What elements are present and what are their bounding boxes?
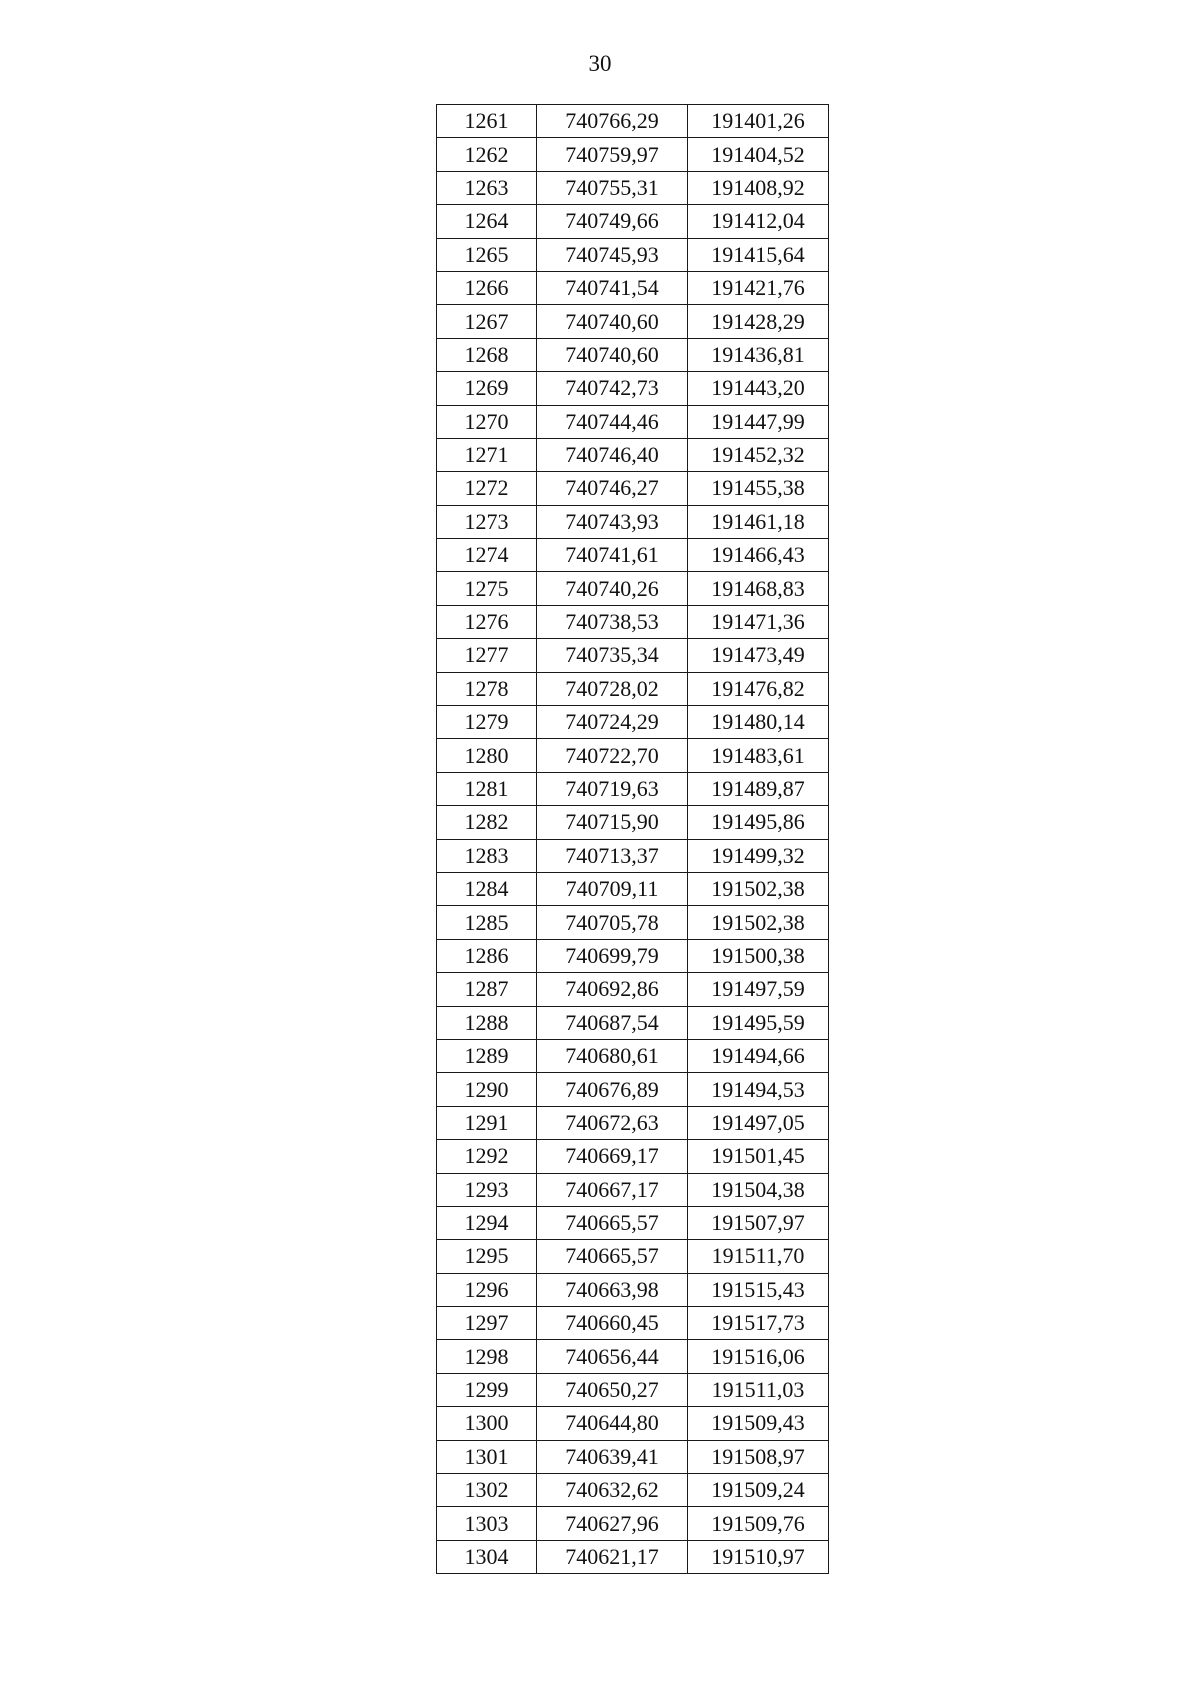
coordinates-table-body	[437, 105, 829, 1574]
table-row	[437, 839, 829, 872]
x-coordinate-cell: 740672,63	[537, 1106, 688, 1139]
y-coordinate-cell: 191473,49	[688, 639, 829, 672]
y-coordinate-cell: 191494,66	[688, 1039, 829, 1072]
x-coordinate-cell: 740713,37	[537, 839, 688, 872]
point-number-cell: 1275	[437, 572, 537, 605]
point-number-cell: 1288	[437, 1006, 537, 1039]
point-number-cell: 1271	[437, 438, 537, 471]
y-coordinate-cell: 191483,61	[688, 739, 829, 772]
y-coordinate-cell: 191517,73	[688, 1307, 829, 1340]
y-coordinate-cell: 191516,06	[688, 1340, 829, 1373]
x-coordinate-cell: 740755,31	[537, 171, 688, 204]
table-row	[437, 639, 829, 672]
table-row	[437, 872, 829, 905]
y-coordinate-cell: 191509,43	[688, 1407, 829, 1440]
y-coordinate-cell: 191436,81	[688, 338, 829, 371]
table-row	[437, 1440, 829, 1473]
y-coordinate-cell: 191489,87	[688, 772, 829, 805]
table-row	[437, 271, 829, 304]
x-coordinate-cell: 740665,57	[537, 1206, 688, 1239]
table-row	[437, 1407, 829, 1440]
y-coordinate-cell: 191421,76	[688, 271, 829, 304]
table-row	[437, 405, 829, 438]
table-row	[437, 1039, 829, 1072]
table-row	[437, 1273, 829, 1306]
table-row	[437, 171, 829, 204]
table-row	[437, 1206, 829, 1239]
point-number-cell: 1304	[437, 1540, 537, 1573]
point-number-cell: 1303	[437, 1507, 537, 1540]
x-coordinate-cell: 740650,27	[537, 1373, 688, 1406]
x-coordinate-cell: 740740,60	[537, 305, 688, 338]
page-number: 30	[588, 51, 612, 76]
y-coordinate-cell: 191511,70	[688, 1240, 829, 1273]
point-number-cell: 1276	[437, 605, 537, 638]
table-row	[437, 238, 829, 271]
x-coordinate-cell: 740644,80	[537, 1407, 688, 1440]
table-row	[437, 539, 829, 572]
point-number-cell: 1264	[437, 205, 537, 238]
x-coordinate-cell: 740746,40	[537, 438, 688, 471]
x-coordinate-cell: 740699,79	[537, 939, 688, 972]
table-row	[437, 739, 829, 772]
x-coordinate-cell: 740722,70	[537, 739, 688, 772]
point-number-cell: 1291	[437, 1106, 537, 1139]
point-number-cell: 1273	[437, 505, 537, 538]
x-coordinate-cell: 740656,44	[537, 1340, 688, 1373]
x-coordinate-cell: 740709,11	[537, 872, 688, 905]
point-number-cell: 1274	[437, 539, 537, 572]
x-coordinate-cell: 740728,02	[537, 672, 688, 705]
point-number-cell: 1282	[437, 806, 537, 839]
table-row	[437, 105, 829, 138]
y-coordinate-cell: 191509,76	[688, 1507, 829, 1540]
table-row	[437, 772, 829, 805]
y-coordinate-cell: 191510,97	[688, 1540, 829, 1573]
point-number-cell: 1267	[437, 305, 537, 338]
point-number-cell: 1294	[437, 1206, 537, 1239]
y-coordinate-cell: 191452,32	[688, 438, 829, 471]
x-coordinate-cell: 740639,41	[537, 1440, 688, 1473]
y-coordinate-cell: 191497,05	[688, 1106, 829, 1139]
x-coordinate-cell: 740627,96	[537, 1507, 688, 1540]
y-coordinate-cell: 191515,43	[688, 1273, 829, 1306]
y-coordinate-cell: 191509,24	[688, 1474, 829, 1507]
table-row	[437, 1507, 829, 1540]
x-coordinate-cell: 740719,63	[537, 772, 688, 805]
table-row	[437, 806, 829, 839]
x-coordinate-cell: 740735,34	[537, 639, 688, 672]
y-coordinate-cell: 191415,64	[688, 238, 829, 271]
x-coordinate-cell: 740680,61	[537, 1039, 688, 1072]
point-number-cell: 1301	[437, 1440, 537, 1473]
point-number-cell: 1299	[437, 1373, 537, 1406]
x-coordinate-cell: 740743,93	[537, 505, 688, 538]
x-coordinate-cell: 740660,45	[537, 1307, 688, 1340]
y-coordinate-cell: 191504,38	[688, 1173, 829, 1206]
y-coordinate-cell: 191507,97	[688, 1206, 829, 1239]
point-number-cell: 1263	[437, 171, 537, 204]
y-coordinate-cell: 191500,38	[688, 939, 829, 972]
table-row	[437, 338, 829, 371]
point-number-cell: 1296	[437, 1273, 537, 1306]
x-coordinate-cell: 740741,61	[537, 539, 688, 572]
y-coordinate-cell: 191476,82	[688, 672, 829, 705]
table-row	[437, 973, 829, 1006]
x-coordinate-cell: 740738,53	[537, 605, 688, 638]
x-coordinate-cell: 740687,54	[537, 1006, 688, 1039]
point-number-cell: 1302	[437, 1474, 537, 1507]
x-coordinate-cell: 740746,27	[537, 472, 688, 505]
y-coordinate-cell: 191428,29	[688, 305, 829, 338]
point-number-cell: 1295	[437, 1240, 537, 1273]
table-row	[437, 706, 829, 739]
y-coordinate-cell: 191497,59	[688, 973, 829, 1006]
y-coordinate-cell: 191495,86	[688, 806, 829, 839]
table-row	[437, 1474, 829, 1507]
x-coordinate-cell: 740676,89	[537, 1073, 688, 1106]
table-row	[437, 438, 829, 471]
x-coordinate-cell: 740766,29	[537, 105, 688, 138]
y-coordinate-cell: 191466,43	[688, 539, 829, 572]
y-coordinate-cell: 191455,38	[688, 472, 829, 505]
table-row	[437, 205, 829, 238]
point-number-cell: 1268	[437, 338, 537, 371]
x-coordinate-cell: 740632,62	[537, 1474, 688, 1507]
point-number-cell: 1266	[437, 271, 537, 304]
coordinates-table	[436, 104, 829, 1574]
table-row	[437, 1140, 829, 1173]
x-coordinate-cell: 740715,90	[537, 806, 688, 839]
point-number-cell: 1285	[437, 906, 537, 939]
table-row	[437, 572, 829, 605]
table-row	[437, 1240, 829, 1273]
x-coordinate-cell: 740740,26	[537, 572, 688, 605]
table-row	[437, 672, 829, 705]
y-coordinate-cell: 191461,18	[688, 505, 829, 538]
x-coordinate-cell: 740745,93	[537, 238, 688, 271]
table-row	[437, 939, 829, 972]
x-coordinate-cell: 740665,57	[537, 1240, 688, 1273]
y-coordinate-cell: 191499,32	[688, 839, 829, 872]
point-number-cell: 1269	[437, 372, 537, 405]
y-coordinate-cell: 191502,38	[688, 906, 829, 939]
point-number-cell: 1278	[437, 672, 537, 705]
table-row	[437, 906, 829, 939]
point-number-cell: 1270	[437, 405, 537, 438]
table-row	[437, 1173, 829, 1206]
point-number-cell: 1262	[437, 138, 537, 171]
y-coordinate-cell: 191495,59	[688, 1006, 829, 1039]
table-row	[437, 305, 829, 338]
point-number-cell: 1284	[437, 872, 537, 905]
x-coordinate-cell: 740669,17	[537, 1140, 688, 1173]
point-number-cell: 1289	[437, 1039, 537, 1072]
point-number-cell: 1265	[437, 238, 537, 271]
table-row	[437, 605, 829, 638]
x-coordinate-cell: 740667,17	[537, 1173, 688, 1206]
point-number-cell: 1300	[437, 1407, 537, 1440]
table-row	[437, 1307, 829, 1340]
table-row	[437, 1106, 829, 1139]
y-coordinate-cell: 191404,52	[688, 138, 829, 171]
point-number-cell: 1287	[437, 973, 537, 1006]
y-coordinate-cell: 191511,03	[688, 1373, 829, 1406]
table-row	[437, 372, 829, 405]
x-coordinate-cell: 740759,97	[537, 138, 688, 171]
point-number-cell: 1280	[437, 739, 537, 772]
y-coordinate-cell: 191443,20	[688, 372, 829, 405]
point-number-cell: 1290	[437, 1073, 537, 1106]
y-coordinate-cell: 191480,14	[688, 706, 829, 739]
table-row	[437, 505, 829, 538]
point-number-cell: 1281	[437, 772, 537, 805]
point-number-cell: 1297	[437, 1307, 537, 1340]
x-coordinate-cell: 740705,78	[537, 906, 688, 939]
y-coordinate-cell: 191502,38	[688, 872, 829, 905]
point-number-cell: 1292	[437, 1140, 537, 1173]
table-row	[437, 138, 829, 171]
x-coordinate-cell: 740741,54	[537, 271, 688, 304]
point-number-cell: 1272	[437, 472, 537, 505]
y-coordinate-cell: 191494,53	[688, 1073, 829, 1106]
x-coordinate-cell: 740724,29	[537, 706, 688, 739]
point-number-cell: 1277	[437, 639, 537, 672]
x-coordinate-cell: 740744,46	[537, 405, 688, 438]
y-coordinate-cell: 191501,45	[688, 1140, 829, 1173]
point-number-cell: 1283	[437, 839, 537, 872]
table-row	[437, 1340, 829, 1373]
table-row	[437, 1540, 829, 1573]
point-number-cell: 1279	[437, 706, 537, 739]
table-row	[437, 472, 829, 505]
x-coordinate-cell: 740740,60	[537, 338, 688, 371]
y-coordinate-cell: 191447,99	[688, 405, 829, 438]
x-coordinate-cell: 740742,73	[537, 372, 688, 405]
y-coordinate-cell: 191508,97	[688, 1440, 829, 1473]
x-coordinate-cell: 740621,17	[537, 1540, 688, 1573]
x-coordinate-cell: 740663,98	[537, 1273, 688, 1306]
table-row	[437, 1073, 829, 1106]
x-coordinate-cell: 740692,86	[537, 973, 688, 1006]
point-number-cell: 1261	[437, 105, 537, 138]
point-number-cell: 1293	[437, 1173, 537, 1206]
y-coordinate-cell: 191401,26	[688, 105, 829, 138]
y-coordinate-cell: 191471,36	[688, 605, 829, 638]
y-coordinate-cell: 191468,83	[688, 572, 829, 605]
table-row	[437, 1373, 829, 1406]
y-coordinate-cell: 191408,92	[688, 171, 829, 204]
table-row	[437, 1006, 829, 1039]
x-coordinate-cell: 740749,66	[537, 205, 688, 238]
point-number-cell: 1298	[437, 1340, 537, 1373]
y-coordinate-cell: 191412,04	[688, 205, 829, 238]
point-number-cell: 1286	[437, 939, 537, 972]
